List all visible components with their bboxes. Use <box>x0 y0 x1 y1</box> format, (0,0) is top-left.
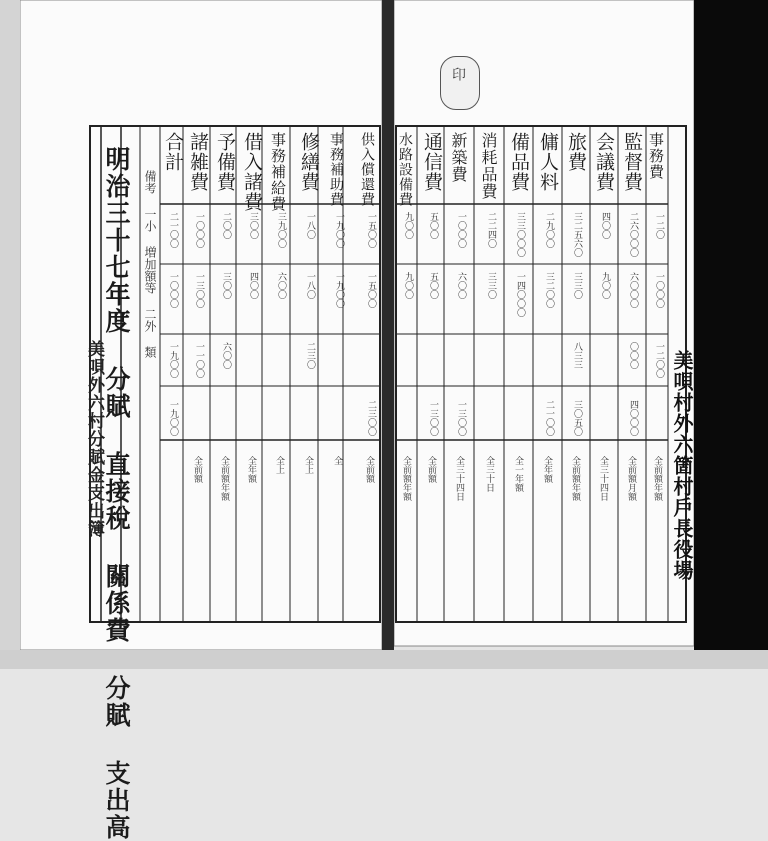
category-label: 旅費 <box>565 132 587 172</box>
note-cell: 全年額 <box>246 456 256 483</box>
amount-cell: 一三〇〇 <box>456 400 466 436</box>
amount-cell: 三〇〇 <box>248 212 258 239</box>
amount-cell: 一九〇〇 <box>168 342 178 378</box>
note-cell: 全三十日 <box>484 456 494 492</box>
note-cell: 全前額月額 <box>626 456 636 501</box>
category-label: 事務費 <box>647 132 665 180</box>
amount-cell: 二九〇〇 <box>544 212 554 248</box>
amount-cell: 一八〇 <box>305 272 315 299</box>
amount-cell: 二一〇〇 <box>544 400 554 436</box>
category-label: 会議費 <box>593 132 615 192</box>
note-cell: 全三十四日 <box>454 456 464 501</box>
amount-cell: 二三〇 <box>305 342 315 369</box>
category-label: 供入償還費 <box>359 132 375 207</box>
amount-cell: 一〇〇〇 <box>456 212 466 248</box>
amount-cell: 一三〇〇 <box>428 400 438 436</box>
note-cell: 全前額年額 <box>401 456 411 501</box>
note-cell: 全前額 <box>426 456 436 483</box>
note-cell: 全上 <box>274 456 284 474</box>
category-label: 水路設備費 <box>397 132 413 207</box>
amount-cell: 一九〇〇 <box>168 400 178 436</box>
note-cell: 全 <box>332 456 342 465</box>
right-margin-text: 美唄村外六箇村戶長役場 <box>670 350 694 581</box>
category-label: 事務補助費 <box>328 132 344 207</box>
category-label: 消耗品費 <box>479 132 498 200</box>
amount-cell: 一九〇〇 <box>334 212 344 248</box>
amount-cell: 六〇〇 <box>456 272 466 299</box>
category-label: 監督費 <box>621 132 643 192</box>
category-label: 諸雑費 <box>187 132 209 192</box>
amount-cell: 一一〇〇 <box>194 342 204 378</box>
amount-cell: 一四〇〇〇 <box>515 272 525 317</box>
amount-cell: 八三三 <box>572 342 582 369</box>
seal-stamp <box>440 56 480 110</box>
document-title: 明治三十七年度 分賦 直接稅 關係費 分賦 支出高 <box>102 146 131 841</box>
left-page <box>20 0 382 650</box>
amount-cell: 二一〇〇 <box>168 212 178 248</box>
amount-cell: 一三〇〇 <box>194 272 204 308</box>
amount-cell: 一五〇〇 <box>366 212 376 248</box>
amount-cell: 一〇〇〇 <box>194 212 204 248</box>
amount-cell: 一二〇〇 <box>654 342 664 378</box>
amount-cell: 六〇〇〇 <box>628 272 638 308</box>
amount-cell: 五〇〇 <box>428 272 438 299</box>
left-margin-text: 美唄外六村分賦金支出簿 <box>84 340 104 538</box>
amount-cell: 一九〇〇 <box>334 272 344 308</box>
amount-cell: 三三〇 <box>486 272 496 299</box>
amount-cell: 六〇〇 <box>276 272 286 299</box>
note-cell: 全上 <box>303 456 313 474</box>
amount-cell: 二〇〇 <box>221 212 231 239</box>
note-cell: 全前額 <box>192 456 202 483</box>
amount-cell: 九〇〇 <box>403 272 413 299</box>
amount-cell: 五〇〇 <box>428 212 438 239</box>
amount-cell: 六〇〇 <box>221 342 231 369</box>
right-page <box>394 0 694 646</box>
amount-cell: 一〇〇〇 <box>168 272 178 308</box>
amount-cell: 三二〇〇 <box>544 272 554 308</box>
amount-cell: 四〇〇 <box>600 212 610 239</box>
amount-cell: 一〇〇〇 <box>654 272 664 308</box>
amount-cell: 三九〇〇 <box>276 212 286 248</box>
amount-cell: 四〇〇 <box>248 272 258 299</box>
amount-cell: 二三〇〇 <box>366 400 376 436</box>
amount-cell: 一八〇 <box>305 212 315 239</box>
category-label: 修繕費 <box>298 132 320 192</box>
note-cell: 全前額年額 <box>652 456 662 501</box>
category-label: 事務補給費 <box>269 132 287 212</box>
amount-cell: 〇〇〇 <box>628 342 638 369</box>
amount-cell: 四〇〇〇 <box>628 400 638 436</box>
amount-cell: 三〇五〇 <box>572 400 582 436</box>
amount-cell: 二二四〇 <box>486 212 496 248</box>
amount-cell: 一五〇〇 <box>366 272 376 308</box>
amount-cell: 九〇〇 <box>600 272 610 299</box>
category-label: 傭人料 <box>537 132 559 192</box>
amount-cell: 二六〇〇〇 <box>628 212 638 257</box>
amount-cell: 一二〇 <box>654 212 664 239</box>
category-label: 通信費 <box>421 132 443 192</box>
note-cell: 全前額年額 <box>219 456 229 501</box>
note-cell: 全三十四日 <box>598 456 608 501</box>
amount-cell: 三〇〇 <box>221 272 231 299</box>
category-label: 予備費 <box>214 132 236 192</box>
amount-cell: 三三〇〇〇 <box>515 212 525 257</box>
remark-text: 備考 一小 増加額等 二外 類 <box>143 170 157 358</box>
amount-cell: 九〇〇 <box>403 212 413 239</box>
amount-cell: 三二五六〇 <box>572 212 582 257</box>
note-cell: 全一年額 <box>513 456 523 492</box>
amount-cell: 三三〇 <box>572 272 582 299</box>
seal-text: 印 <box>450 67 466 81</box>
category-label: 借入諸費 <box>241 132 263 212</box>
note-cell: 全前額年額 <box>570 456 580 501</box>
note-cell: 全年額 <box>542 456 552 483</box>
category-label: 新築費 <box>449 132 468 183</box>
total-label: 合計 <box>162 132 184 172</box>
note-cell: 全前額 <box>364 456 374 483</box>
category-label: 備品費 <box>508 132 530 192</box>
